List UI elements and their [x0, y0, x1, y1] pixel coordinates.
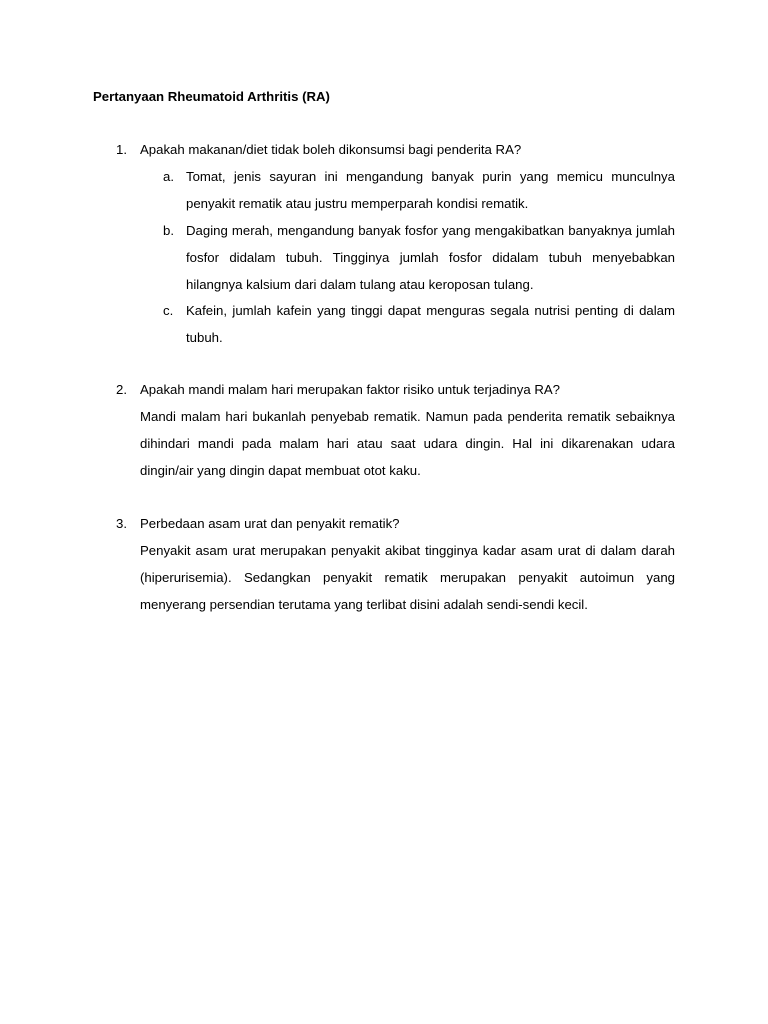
- list-item-text: Tomat, jenis sayuran ini mengandung banyak purin yang memicu munculnya penyakit rematik atau justru memperparah kondisi rematik.: [186, 169, 675, 211]
- list-item-letter: b.: [163, 223, 174, 238]
- question-number: 2.: [116, 382, 127, 397]
- answer-text: Penyakit asam urat merupakan penyakit akibat tingginya kadar asam urat di dalam darah (hiperurisemia). Sedangkan penyakit rematik merupakan penyakit autoimun yang menyerang persendian terutama yang terlibat disini adalah sendi-sendi kecil.: [140, 543, 675, 612]
- question-text: Apakah makanan/diet tidak boleh dikonsumsi bagi penderita RA?: [140, 142, 522, 157]
- list-item-text: Kafein, jumlah kafein yang tinggi dapat menguras segala nutrisi penting di dalam tubuh.: [186, 303, 675, 345]
- answer-text: Mandi malam hari bukanlah penyebab rematik. Namun pada penderita rematik sebaiknya dihindari mandi pada malam hari atau saat udara dingin. Hal ini dikarenakan udara dingin/air yang dingin dapat membuat otot kaku.: [140, 409, 675, 478]
- list-item-letter: c.: [163, 303, 174, 318]
- document-title: Pertanyaan Rheumatoid Arthritis (RA): [93, 89, 330, 104]
- question-number: 1.: [116, 142, 127, 157]
- list-item-text: Daging merah, mengandung banyak fosfor yang mengakibatkan banyaknya jumlah fosfor didalam tubuh. Tingginya jumlah fosfor didalam tubuh menyebabkan hilangnya kalsium dari dalam tulang atau keroposan tulang.: [186, 223, 675, 292]
- question-text: Apakah mandi malam hari merupakan faktor risiko untuk terjadinya RA?: [140, 382, 561, 397]
- list-item-letter: a.: [163, 169, 174, 184]
- question-text: Perbedaan asam urat dan penyakit rematik?: [140, 516, 400, 531]
- question-number: 3.: [116, 516, 127, 531]
